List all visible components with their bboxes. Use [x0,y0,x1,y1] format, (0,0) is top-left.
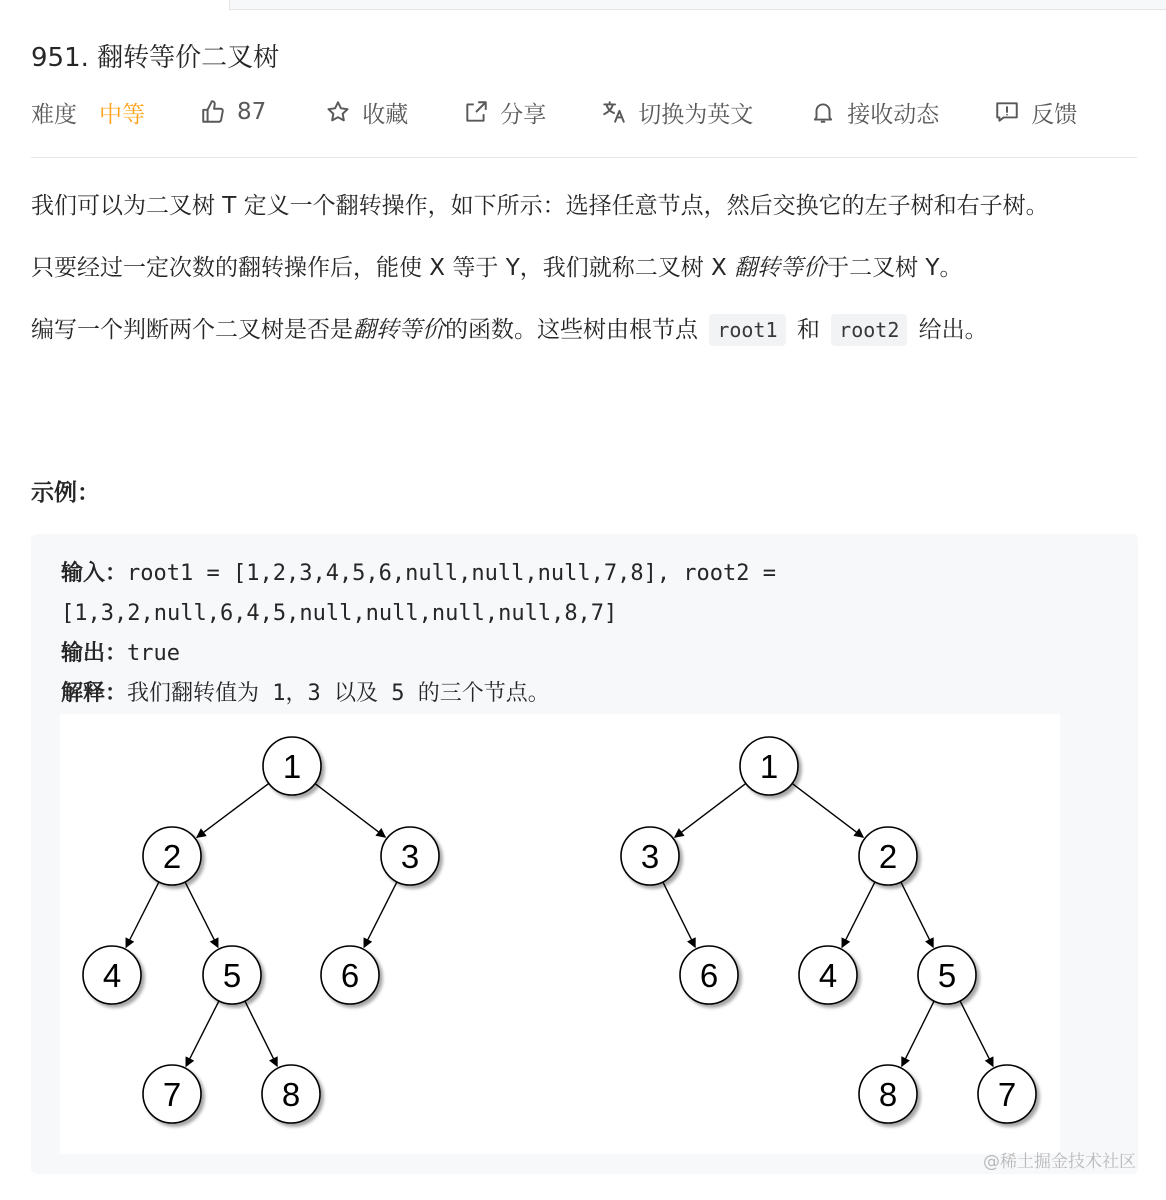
output-line [61,634,1111,674]
share-icon [462,98,490,126]
tree-node-label: 3 [400,838,420,875]
example-heading: 示例： [31,480,100,506]
tree-node [83,946,141,1004]
example-text [61,554,1111,714]
switch-language-label: 切换为英文 [638,101,754,128]
tree-node-label: 4 [102,957,122,994]
inline-code-root2: root2 [831,314,907,346]
text-span: 的函数。这些树由根节点 [445,317,706,343]
thumbs-up-icon [199,98,227,126]
tree-edge [186,1001,219,1066]
tree-node [859,1065,917,1123]
tree-node-label: 1 [282,748,302,785]
tree-node [143,827,201,885]
favorite-button[interactable] [324,96,408,129]
tree-edge [792,783,863,837]
watermark: @稀土掘金技术社区 [983,1152,1136,1172]
tree-node [381,827,439,885]
tree-node [263,737,321,795]
text-span: 编写一个判断两个二叉树是否是 [31,317,353,343]
tree-node [203,946,261,1004]
subscribe-label: 接收动态 [847,101,940,128]
tree-edge [197,783,269,837]
bell-icon [809,98,837,126]
difficulty-badge: 中等 [99,101,145,128]
share-button[interactable] [462,96,546,129]
inline-code-root1: root1 [709,314,785,346]
tree-node [740,737,798,795]
feedback-button[interactable] [993,96,1077,129]
tree-edge [185,882,218,947]
tree-edge [901,882,933,947]
tree-node-label: 2 [878,838,898,875]
explanation-label: 解释： [61,681,128,706]
star-icon [324,98,352,126]
feedback-label: 反馈 [1031,101,1078,128]
description-paragraph-2 [31,250,1136,286]
tree-edge [960,1001,993,1066]
tree-node [680,946,738,1004]
tree-node [978,1065,1036,1123]
translate-icon [600,98,628,126]
tree-edge [675,783,746,837]
input-value-line2: [1,3,2,null,6,4,5,null,null,null,null,8,7] [61,601,618,626]
tree-diagram [60,714,1060,1154]
input-value-line1: root1 = [1,2,3,4,5,6,null,null,null,7,8], root2 = [127,561,777,586]
tree-node-label: 5 [937,957,957,994]
tree-edge [364,882,397,947]
like-count: 87 [237,99,267,125]
tree-node [799,946,857,1004]
problem-title: 951. 翻转等价二叉树 [31,43,280,73]
tree-node-label: 8 [878,1076,898,1113]
tree-diagram-svg [60,714,1060,1154]
tree-node-label: 7 [997,1076,1017,1113]
tree-edge [245,1001,277,1066]
feedback-icon [993,98,1021,126]
tree-edge [842,882,875,947]
description-paragraph-1: 我们可以为二叉树 T 定义一个翻转操作，如下所示：选择任意节点，然后交换它的左子树和右子树。 [31,193,1049,219]
tree-node-label: 1 [759,748,779,785]
tree-node [262,1065,320,1123]
tree-node [143,1065,201,1123]
tree-edge [902,1001,934,1066]
tree-edge [126,882,159,947]
subscribe-button[interactable] [809,96,939,129]
tree-node-label: 6 [340,957,360,994]
tree-edge [315,784,385,838]
tree-node-label: 5 [222,957,242,994]
tree-node [621,827,679,885]
tree-node-label: 2 [162,838,182,875]
text-span: 和 [789,317,828,343]
tree-node-label: 8 [281,1076,301,1113]
tree-node [859,827,917,885]
problem-description [31,188,1136,374]
tree-node-label: 7 [162,1076,182,1113]
tree-edge [663,882,695,947]
text-span: 于二叉树 Y。 [826,255,963,281]
tree-node-label: 6 [699,957,719,994]
explanation-value: 我们翻转值为 1，3 以及 5 的三个节点。 [127,681,550,706]
tree-node [918,946,976,1004]
text-span: 给出。 [911,317,988,343]
top-panel-edge [229,0,1166,10]
emphasis-text: 翻转等价 [353,317,445,343]
tree-node-label: 4 [818,957,838,994]
share-label: 分享 [500,101,547,128]
emphasis-text: 翻转等价 [734,255,827,281]
problem-meta-bar [31,94,1137,130]
tree-node [321,946,379,1004]
header-divider [31,157,1137,158]
input-line [61,554,1111,594]
switch-language-button[interactable] [600,96,753,129]
explanation-line [61,674,1111,714]
input-label: 输入： [61,561,128,586]
like-button[interactable] [199,98,266,126]
favorite-label: 收藏 [362,101,409,128]
tree-node-label: 3 [640,838,660,875]
difficulty-label: 难度 [31,101,77,128]
text-span: 只要经过一定次数的翻转操作后，能使 X 等于 Y，我们就称二叉树 X [31,255,735,281]
output-label: 输出： [61,641,128,666]
output-value: true [127,641,180,666]
input-line-continued [61,594,1111,634]
description-paragraph-3 [31,312,1136,348]
